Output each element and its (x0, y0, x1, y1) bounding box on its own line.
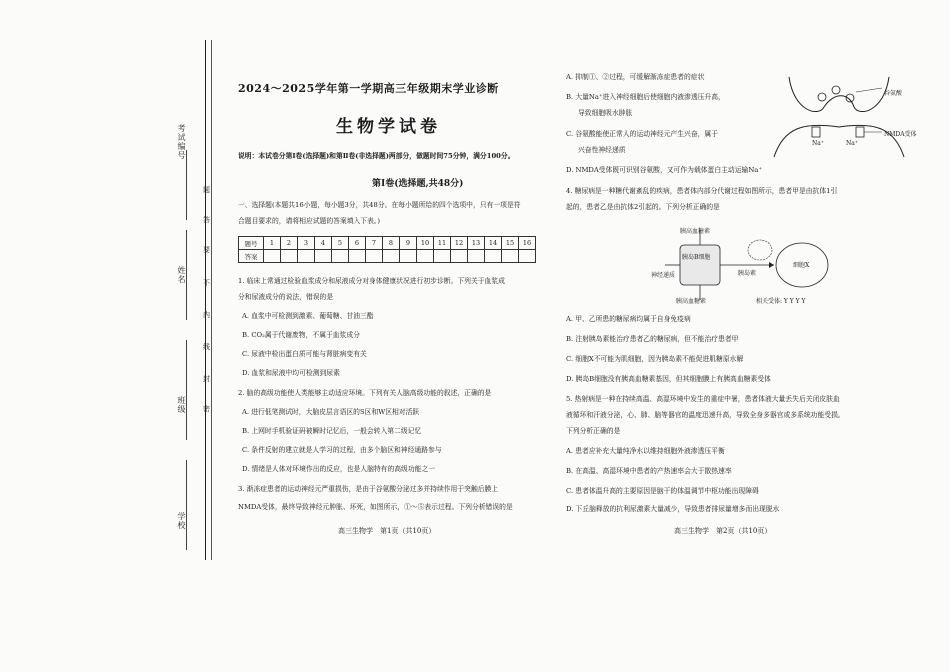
question-number: 10 (417, 237, 434, 250)
q4-option-a: A. 甲、乙所患的糖尿病均属于自身免疫病 (566, 315, 691, 323)
diagram-label-na1: Na⁺ (812, 140, 824, 147)
insulin-label-insulin: 胰岛素 (738, 270, 757, 277)
q1-option-c: C. 尿液中检出蛋白质可能与肾脏病变有关 (242, 350, 367, 358)
q4-stem-line1: 4. 糖尿病是一种糖代谢紊乱的疾病，患者体内部分代谢过程如图所示，患者甲是由抗体1引 (566, 187, 838, 195)
seal-char-3: 要 (203, 246, 210, 254)
class-underline (186, 340, 187, 440)
answer-cell (468, 250, 485, 263)
q2-option-d: D. 情绪是人体对环境作出的反应，也是人脑特有的高级功能之一 (242, 465, 436, 473)
answer-table-header-row (239, 237, 536, 250)
q2-option-b: B. 上网时手机验证码被瞬时记忆后，一般会转入第二级记忆 (242, 427, 422, 435)
choice-intro-line1: 一、选择题(本题共16小题，每小题3分，共48分。在每小题所给的四个选项中，只有一项是符 (238, 201, 521, 209)
insulin-label-glucagon: 胰高血糖素 (680, 228, 711, 235)
answer-cell (434, 250, 451, 263)
question-number: 6 (349, 237, 366, 250)
name-underline (186, 230, 187, 320)
answer-cell (519, 250, 536, 263)
q1-option-b: B. CO₂属于代谢废物，不属于血浆成分 (242, 331, 360, 339)
class-label: 班级 (177, 396, 186, 414)
diagram-label-na2: Na⁺ (846, 140, 858, 147)
question-number: 1 (264, 237, 281, 250)
answer-cell (366, 250, 383, 263)
question-number: 15 (502, 237, 519, 250)
binding-line-inner (211, 40, 212, 560)
question-number: 11 (434, 237, 451, 250)
answer-cell (400, 250, 417, 263)
q5-option-b: B. 在高温、高湿环境中患者的产热速率会大于散热速率 (566, 467, 732, 475)
q5-option-d: D. 下丘脑释放的抗利尿激素大量减少，导致患者排尿量增多而出现脱水 (566, 505, 780, 513)
question-number: 5 (332, 237, 349, 250)
page-footer-1: 高三生物学 第1页（共10页） (338, 527, 436, 535)
choice-intro-line2: 合题目要求的，请将相应试题的答案填入下表。) (238, 217, 380, 225)
school-underline (186, 460, 187, 550)
subject-title: 生物学试卷 (336, 117, 441, 137)
answer-cell (417, 250, 434, 263)
answer-cell (451, 250, 468, 263)
q1-stem-line1: 1. 临床上常通过检验血浆成分和尿液成分对身体健康状况进行初步诊断。下列关于血浆成 (238, 277, 505, 285)
q3-option-b-line1: B. 大量Na⁺进入神经细胞后使细胞内液渗透压升高， (566, 93, 725, 101)
exam-title: 2024～2025学年第一学期高三年级期末学业诊断 (238, 82, 499, 95)
q4-stem-line2: 起的，患者乙是由抗体2引起的。下列分析正确的是 (566, 203, 720, 211)
question-number: 3 (298, 237, 315, 250)
answer-cell (485, 250, 502, 263)
q3-option-c-line1: C. 谷氨酸能使正常人的运动神经元产生兴奋，属于 (566, 130, 719, 138)
insulin-label-glucose: 胰高血糖素 (676, 298, 707, 305)
q5-option-a: A. 患者应补充大量纯净水以维持细胞外液渗透压平衡 (566, 447, 725, 455)
answer-cell (281, 250, 298, 263)
q3-option-b-line2: 导致细胞吸水肿胀 (578, 109, 633, 117)
q3-stem-line1: 3. 渐冻症患者的运动神经元严重损伤，是由于谷氨酸分泌过多并持续作用于突触后膜上 (238, 485, 499, 493)
answer-cell (383, 250, 400, 263)
answer-table (238, 236, 536, 263)
q2-option-a: A. 进行低笔测试时，大脑皮层言语区的S区和W区相对活跃 (242, 408, 420, 416)
synapse-diagram (764, 72, 914, 162)
question-number: 12 (451, 237, 468, 250)
question-number: 2 (281, 237, 298, 250)
section-heading: 第Ⅰ卷(选择题,共48分) (372, 179, 464, 189)
insulin-label-islet: 胰岛B细胞 (682, 254, 711, 261)
q2-option-c: C. 条件反射的建立就是人学习的过程，由多个脑区和神经通路参与 (242, 446, 442, 454)
q4-option-c: C. 细胞X不可能为肌细胞，因为胰岛素不能促进肌糖原水解 (566, 355, 744, 363)
q5-stem-line2: 液循环和汗液分泌，心、肺、脑等器官的温度迅速升高，导致全身多器官或多系统功能受损。 (566, 411, 845, 419)
question-number: 7 (366, 237, 383, 250)
question-number: 4 (315, 237, 332, 250)
seal-char-2: 答 (203, 216, 210, 224)
q4-option-b: B. 注射胰岛素能治疗患者乙的糖尿病，但不能治疗患者甲 (566, 335, 739, 343)
answer-cell (349, 250, 366, 263)
diagram-label-nmda: NMDA受体 (884, 131, 917, 138)
question-number: 16 (519, 237, 536, 250)
seal-char-5: 内 (203, 311, 210, 319)
binding-line-outer (205, 40, 206, 560)
answer-cell (298, 250, 315, 263)
answer-table-header-label: 题号 (239, 237, 264, 250)
q3-option-a: A. 抑制①、②过程，可缓解渐冻症患者的症状 (566, 73, 705, 81)
q5-stem-line1: 5. 热射病是一种在持续高温、高湿环境中发生的重症中暑，患者体液大量丢失后关闭皮肤血 (566, 395, 840, 403)
q1-stem-line2: 分和尿液成分的说法，错误的是 (238, 293, 334, 301)
question-number: 13 (468, 237, 485, 250)
page-footer-2: 高三生物学 第2页（共10页） (674, 527, 772, 535)
q1-option-d: D. 血浆和尿液中均可检测到尿素 (242, 369, 340, 377)
name-label: 姓名 (177, 266, 186, 284)
q5-option-c: C. 患者体温升高的主要原因是脑干的体温调节中枢功能出现障碍 (566, 487, 759, 495)
q3-option-d: D. NMDA受体既可识别谷氨酸，又可作为载体蛋白主动运输Na⁺ (566, 166, 762, 174)
q2-stem: 2. 脑的高级功能使人类能够主动适应环境。下列有关人脑高级功能的叙述，正确的是 (238, 389, 492, 397)
seal-char-7: 封 (203, 375, 210, 383)
question-number: 14 (485, 237, 502, 250)
answer-cell (264, 250, 281, 263)
answer-table-answer-label: 答案 (239, 250, 264, 263)
exam-number-underline (186, 150, 187, 220)
q5-stem-line3: 下列分析正确的是 (566, 427, 621, 435)
q4-option-d: D. 胰岛B细胞没有胰高血糖素基因，但其细胞膜上有胰高血糖素受体 (566, 375, 771, 383)
answer-table-answer-row (239, 250, 536, 263)
insulin-label-antibody: 相关受体: Y Y Y Y (756, 298, 806, 305)
school-label: 学校 (177, 512, 186, 530)
exam-number-label: 考试编号 (177, 124, 186, 160)
answer-cell (315, 250, 332, 263)
seal-char-4: 不 (203, 279, 210, 287)
seal-char-8: 密 (203, 405, 210, 413)
diagram-label-glutamate: 谷氨酸 (884, 90, 903, 97)
seal-char-1: 题 (203, 186, 210, 194)
q1-option-a: A. 血浆中可检测到激素、葡萄糖、甘油三酯 (242, 312, 374, 320)
q3-option-c-line2: 兴奋性神经递质 (578, 146, 626, 154)
question-number: 9 (400, 237, 417, 250)
insulin-label-cellx: 细胞X (793, 262, 810, 269)
exam-instructions: 说明：本试卷分第Ⅰ卷(选择题)和第Ⅱ卷(非选择题)两部分，做题时间75分钟，满分100分。 (238, 152, 515, 160)
seal-char-6: 线 (203, 343, 210, 351)
answer-cell (332, 250, 349, 263)
q3-stem-line2: NMDA受体，最终导致神经元肿胀、坏死，如图所示，①～⑤表示过程。下列分析错误的是 (238, 503, 513, 511)
insulin-label-nerve: 神经递质 (651, 272, 676, 279)
question-number: 8 (383, 237, 400, 250)
answer-cell (502, 250, 519, 263)
